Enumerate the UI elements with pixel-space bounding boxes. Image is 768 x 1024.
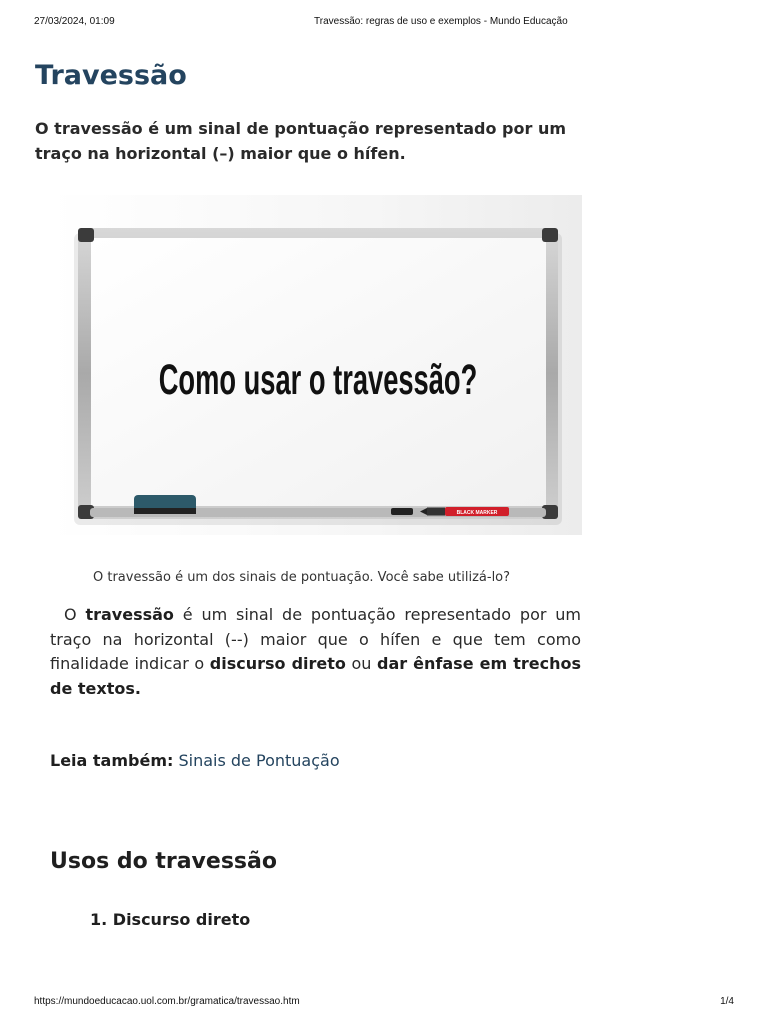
eraser-base (134, 508, 196, 514)
print-date: 27/03/2024, 01:09 (34, 16, 115, 27)
marker-neck (427, 508, 445, 516)
print-header (0, 16, 768, 30)
board-text: Como usar o travessão? (158, 355, 478, 404)
print-page-number: 1/4 (720, 996, 734, 1007)
article-title: Travessão (35, 60, 187, 91)
paragraph-bold: dar ênfase em trechos de textos. (50, 654, 581, 698)
paragraph-bold: discurso direto (209, 654, 346, 673)
article-paragraph (50, 603, 581, 701)
marker-cap (391, 508, 413, 515)
read-also-link[interactable]: Sinais de Pontuação (178, 751, 340, 770)
read-also-label: Leia também: (50, 751, 174, 770)
print-document-title: Travessão: regras de uso e exemplos - Mundo Educação (314, 16, 568, 27)
paragraph-bold: travessão (85, 605, 174, 624)
paragraph-text: é um sinal de pontuação representado por um traço na horizontal (--) maior que o hífen e que tem como finalidade indicar o (50, 605, 582, 673)
print-url: https://mundoeducacao.uol.com.br/gramatica/travessao.htm (34, 996, 300, 1007)
section-title: Usos do travessão (50, 849, 277, 874)
read-also (50, 751, 340, 770)
list-item: 1. Discurso direto (90, 910, 251, 929)
whiteboard-image (50, 195, 582, 535)
image-caption: O travessão é um dos sinais de pontuação. Você sabe utilizá-lo? (93, 570, 511, 585)
board-corner (78, 228, 94, 242)
print-footer (0, 996, 768, 1010)
board-corner (542, 228, 558, 242)
article-lead: O travessão é um sinal de pontuação representado por um traço na horizontal (–) maior que o hífen. (35, 119, 567, 163)
marker-label: BLACK MARKER (456, 510, 498, 516)
paragraph-text: ou (345, 654, 377, 673)
paragraph-text: O (64, 605, 86, 624)
